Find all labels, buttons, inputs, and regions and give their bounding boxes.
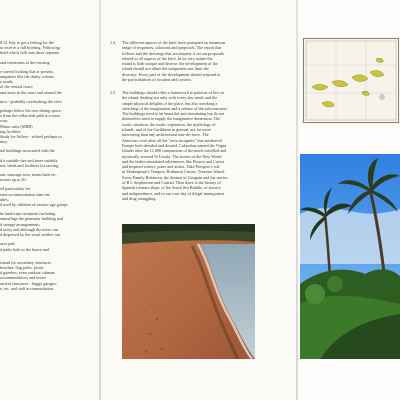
paragraph-line: in Shakespeare's Tempest, Robinson Crusoe, Treasure Island, (122, 169, 225, 175)
text-line: d noisy and although the noise can (0, 226, 58, 232)
text-line: e curved looking that at present, (0, 68, 54, 74)
paragraph-line: stretching of the imagination and a release of the subconscious. (122, 105, 229, 111)
paragraph-line: Spanish treasure ships, of the South Sea Bubble, of slavery (122, 185, 221, 191)
left-column-text (0, 40, 99, 291)
text-line: arrival structures - buggy garages, (0, 280, 58, 286)
paragraph-line: and drug smuggling. (122, 195, 157, 201)
paragraph-line: simple physical delights of the place, but also invoking a (122, 100, 218, 106)
page-gutter (99, 0, 101, 400)
paragraph-line: The buildings need to be beautiful and stimulating but do not (122, 111, 225, 117)
paragraph-line: Islands after the 11,000 companions of the much travelled and (122, 148, 227, 154)
paragraph-line: diversity. Every part of the development should respond to (122, 71, 221, 77)
text-line: e, etc. and staff accommodation. (0, 285, 55, 291)
text-line: he landscape treatment including (0, 211, 56, 217)
paragraph-line: and inspired writers, poets and artists. Take Prospero's isle (122, 164, 220, 170)
text-line: d used by children of various age groups (0, 202, 69, 208)
paragraph-line: and the Indies stimulated adventurers like Pizarro and Cortez (122, 158, 225, 164)
paragraph-line: island should not dilute the uniqueness nor limit the (122, 66, 209, 72)
text-line: island for secondary structures (0, 259, 52, 265)
text-line: rea, sheds and facilities for serving (0, 162, 59, 168)
text-line: ed particularly for (0, 186, 31, 192)
text-line: nal buildings associated with the (0, 148, 55, 154)
text-line: d paths both to the house and (0, 246, 49, 252)
text-line: perhaps below the new dining space; (0, 108, 62, 114)
paragraph-line: related to all aspects of the brief. In its very nature the (122, 55, 213, 61)
paragraph-line: range of responses, solutions and proposals. The report that (122, 45, 222, 51)
paragraph-line: mystically severed St Ursula. The stories of the New World (122, 153, 222, 159)
text-line: d gazebos; even outdoor cabanas (0, 270, 56, 276)
virgin-islands-map (302, 37, 400, 124)
text-line: ense accommodation than the (0, 191, 50, 197)
paragraph-line: and independence, and in our own day of illegal immigration (122, 190, 225, 196)
text-line: brief which falls into three separate (0, 50, 60, 56)
text-line: to receive a full briefing. Following (0, 45, 60, 51)
paragraph-number: 1.5 (110, 90, 116, 95)
text-line: beaches, flag poles, picnic (0, 264, 45, 270)
text-line: Minor suite (MBR) (0, 123, 33, 129)
text-line: e south; (0, 79, 14, 85)
paragraph-line: themselves need to supply the imaginative dimension. The (122, 116, 221, 122)
text-line: ubes; (0, 196, 9, 202)
text-line: of the central court; (0, 84, 33, 90)
text-line: d storage arrangements; (0, 221, 40, 227)
text-line: 8-31 July to get a feeling for the (0, 40, 54, 45)
paragraph (122, 90, 294, 201)
text-line: d a suitable size and more suitably (0, 157, 58, 163)
text-line: ince - probably overlooking the view (0, 98, 62, 104)
paragraph-line: Swiss Family Robinson, the dreams of Gauguin and the stories (122, 174, 228, 180)
paragraph-line: exotic situation, the exotic vegetation, the mythology of (122, 121, 216, 127)
beach-path-photo (122, 224, 255, 359)
paragraph-line: Europe both dreaded and desired. Columbus named the Virgin (122, 142, 227, 148)
text-line: ntry; (0, 139, 8, 145)
text-line: d dispersed by the wind, neither can (0, 232, 61, 238)
text-line: accommodation; and seven (0, 275, 46, 281)
text-line: amouflage the generator building and (0, 216, 63, 222)
text-line: way; (0, 118, 9, 124)
text-line: and areas in the court and around the (0, 89, 62, 95)
paragraph-line: Americas were after all the "terre incognito" that mediaeval (122, 137, 222, 143)
text-line: ompanies like the dusky colours (0, 74, 54, 80)
paragraph-line: island is both unique and diverse; the development of the (122, 61, 218, 67)
paragraph (122, 40, 294, 82)
paragraph-line: the particularities of location and context. (122, 77, 192, 83)
paragraph-line: islands, and of the Caribbean in general, are far more (122, 127, 211, 133)
text-line: Study for Jeffrey - related perhaps to (0, 134, 62, 140)
text-line: om, massage area, steam bath etc, (0, 172, 57, 178)
text-line: and extensions to the existing (0, 59, 50, 65)
page-gutter (296, 0, 298, 400)
text-line: usions up to 20; (0, 177, 27, 183)
paragraph-line: the island, dealing not only with every day needs and the (122, 95, 218, 101)
text-line: ing facilities (0, 128, 21, 134)
paragraph-line: The different aspects of the brief have prompted an enormous (122, 40, 226, 45)
paragraph-line: The buildings should offer a framework to patterns of life on (122, 90, 224, 95)
paragraph-line: follows and the drawings that accompany it set out proposals (122, 50, 225, 56)
palm-trees-photo (300, 154, 400, 359)
text-line: ayer pad; (0, 241, 16, 247)
paragraph-line: of R L Stephenson and Conrad. Then there is the history of (122, 180, 221, 186)
paragraph-line: interesting than any architectural tour-de-force. The (122, 132, 209, 138)
text-line: e from the cellar/side path is a more (0, 113, 61, 119)
paragraph-number: 1.4 (110, 40, 116, 45)
